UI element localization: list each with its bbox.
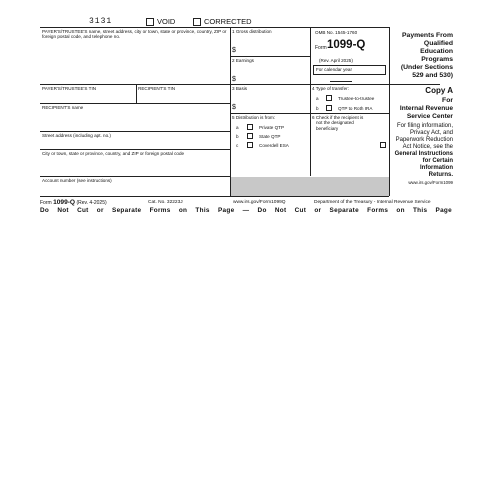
account-number-label: Account number (see instructions): [42, 178, 112, 183]
footer-form-prefix: Form: [40, 200, 52, 206]
copy-gi-2: for Certain: [422, 158, 453, 164]
copy-irs-2: Service Center: [406, 113, 453, 120]
recipient-tin-label: RECIPIENT'S TIN: [138, 86, 176, 91]
omb-form-name: 1099-Q: [327, 39, 366, 51]
box5c-letter: c: [236, 143, 239, 148]
title-line-3: Education: [420, 47, 453, 55]
copy-gi-4: Returns.: [428, 172, 453, 178]
copy-gi-3: Information: [420, 165, 453, 171]
footer-form-name: 1099-Q: [53, 199, 76, 206]
copy-info-2: Privacy Act, and: [409, 130, 453, 136]
box6-label: [312, 115, 363, 131]
box3-label: 3 Basis: [232, 86, 248, 91]
box6-line-3: beneficiary: [316, 125, 339, 131]
box6-line-1: 6 Check if the recipient is: [312, 115, 364, 120]
box1-label: 1 Gross distribution: [232, 29, 272, 34]
omb-rev: (Rev. April 2025): [319, 58, 353, 63]
copy-title: Copy A: [425, 86, 453, 95]
recipient-tin-field[interactable]: [137, 92, 229, 102]
box1-dollar: $: [232, 47, 236, 54]
box5b-letter: b: [236, 134, 239, 139]
payer-name-label: PAYER'S/TRUSTEE'S name, street address, city or town, state or province, country, ZIP or foreign postal code, and telephone no.: [42, 29, 227, 40]
omb-number: OMB No. 1545-1760: [315, 30, 358, 35]
street-address-field[interactable]: [41, 140, 229, 148]
payer-name-field[interactable]: [41, 42, 229, 83]
copy-url: www.irs.gov/Form1099: [408, 180, 453, 185]
void-label: VOID: [157, 17, 176, 26]
not-designated-beneficiary-checkbox[interactable]: [380, 142, 386, 148]
payer-tin-label: PAYER'S/TRUSTEE'S TIN: [42, 86, 97, 91]
box1-field[interactable]: [238, 46, 308, 55]
copy-info-3: Paperwork Reduction: [395, 137, 453, 143]
box3-dollar: $: [232, 104, 236, 111]
trustee-to-trustee-checkbox[interactable]: [326, 95, 332, 101]
copy-a-block: [391, 86, 453, 179]
recipient-name-field[interactable]: [41, 112, 229, 130]
box2-field[interactable]: [238, 75, 308, 83]
qtp-to-roth-checkbox[interactable]: [326, 105, 332, 111]
copy-gi-1: General Instructions: [394, 151, 453, 157]
corrected-checkbox[interactable]: [193, 18, 201, 26]
box2-dollar: $: [232, 76, 236, 83]
copy-info-4: Act Notice, see the: [402, 144, 453, 150]
copy-irs-1: Internal Revenue: [399, 105, 453, 112]
box2-label: 2 Earnings: [232, 58, 254, 63]
void-checkbox[interactable]: [146, 18, 154, 26]
footer-cat-no: Cat. No. 32223J: [148, 200, 183, 205]
box6-line-2: not the designated: [316, 120, 354, 126]
do-not-cut-notice: Do Not Cut or Separate Forms on This Page — Do Not Cut or Separate Forms on This Page: [40, 207, 452, 214]
footer-dept: Department of the Treasury - Internal Revenue Service: [314, 200, 431, 205]
street-address-label: Street address (including apt. no.): [42, 133, 111, 138]
footer-rev: (Rev. 4-2025): [76, 200, 107, 206]
box5a-label: Private QTP: [259, 125, 285, 130]
title-line-5: (Under Sections: [400, 63, 453, 71]
calendar-year-field[interactable]: [330, 81, 352, 82]
account-number-field[interactable]: [41, 185, 229, 195]
shaded-area: [231, 177, 389, 196]
form-title: [391, 32, 453, 79]
box4b-letter: b: [316, 106, 319, 111]
omb-form-prefix: Form: [315, 45, 327, 51]
box5a-letter: a: [236, 125, 239, 130]
title-line-2: Qualified: [423, 39, 453, 47]
box4a-label: Trustee-to-trustee: [338, 96, 375, 101]
title-line-1: Payments From: [402, 32, 453, 39]
state-qtp-checkbox[interactable]: [247, 133, 253, 139]
box5b-label: State QTP: [259, 134, 281, 139]
footer-url: www.irs.gov/Form1099Q: [233, 200, 286, 205]
box4-label: 4 Type of transfer:: [312, 86, 349, 91]
box5c-label: Coverdell ESA: [259, 143, 289, 148]
copy-info-1: For filing information,: [396, 123, 453, 129]
box4a-letter: a: [316, 96, 319, 101]
box3-field[interactable]: [238, 103, 308, 112]
coverdell-esa-checkbox[interactable]: [247, 142, 253, 148]
box4b-label: QTP to Roth IRA: [338, 106, 373, 111]
calendar-year-label: For calendar year: [316, 67, 353, 72]
recipient-name-label: RECIPIENT'S name: [42, 105, 84, 110]
form-code: 3131: [89, 17, 113, 26]
title-line-6: 529 and 530): [412, 71, 453, 79]
box5-label: 5 Distribution is from:: [232, 115, 276, 120]
city-field[interactable]: [41, 158, 229, 175]
payer-tin-field[interactable]: [41, 92, 135, 102]
footer-form-id: [40, 199, 107, 206]
title-line-4: Programs: [421, 55, 453, 63]
private-qtp-checkbox[interactable]: [247, 124, 253, 130]
corrected-label: CORRECTED: [204, 17, 252, 26]
city-label: City or town, state or province, country, and ZIP or foreign postal code: [42, 151, 185, 156]
copy-for: For: [442, 97, 453, 104]
